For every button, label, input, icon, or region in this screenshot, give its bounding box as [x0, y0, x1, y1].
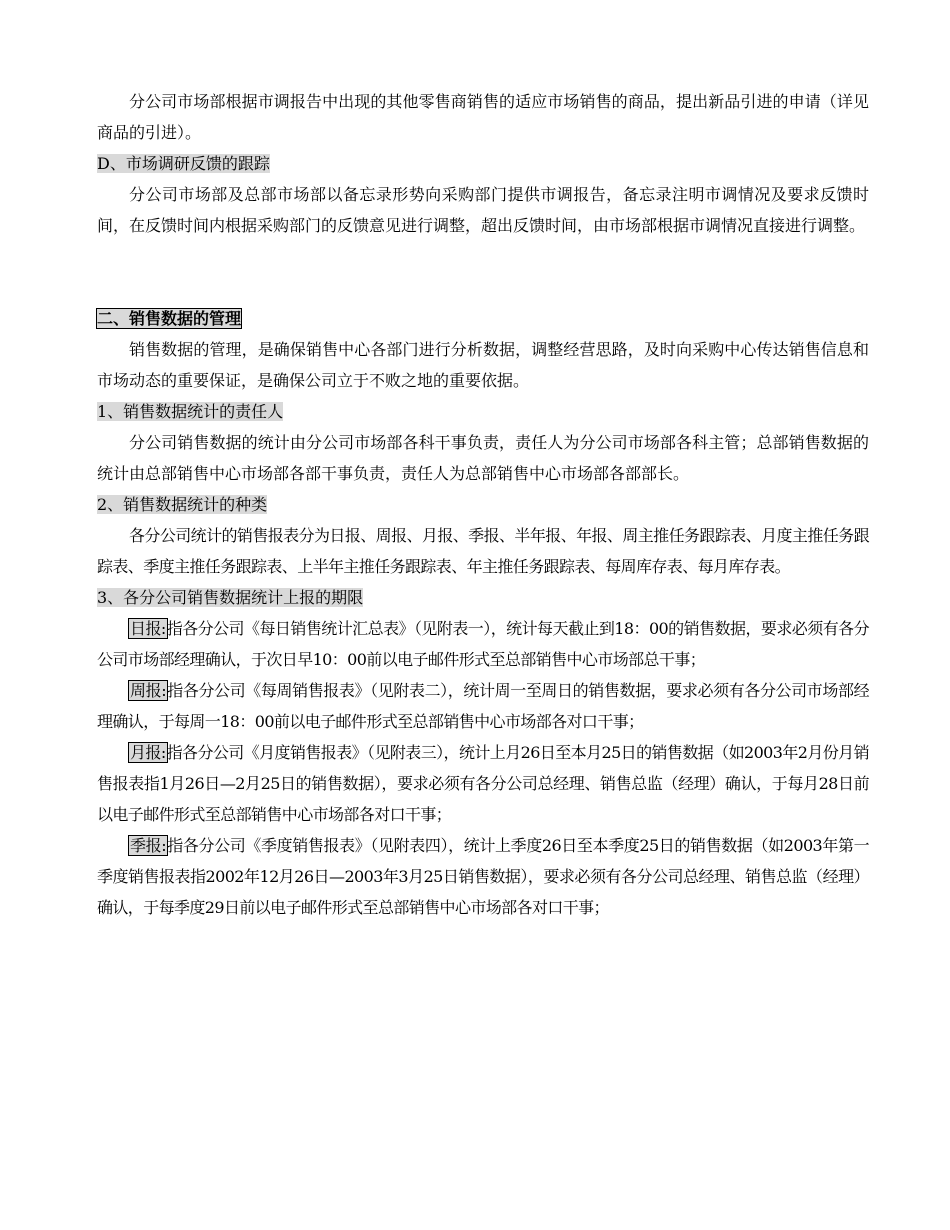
paragraph-daily-report [97, 613, 869, 675]
monthly-report-text: 指各分公司《月度销售报表》（见附表三），统计上月26日至本月25日的销售数据（如2003年2月份月销售报表指1月26日—2月25日的销售数据），要求必须有各分公司总经理、销售总监（经理）确认，于每月28日前以电子邮件形式至总部销售中心市场部各对口干事； [97, 743, 869, 824]
monthly-report-tag: 月报: [130, 743, 166, 762]
section-title-text: 二、销售数据的管理 [97, 309, 242, 328]
heading-text: D、市场调研反馈的跟踪 [97, 154, 270, 173]
weekly-report-tag: 周报: [130, 681, 167, 700]
paragraph-responsible-person: 分公司销售数据的统计由分公司市场部各科干事负责，责任人为分公司市场部各科主管；总部销售数据的统计由总部销售中心市场部各部干事负责，责任人为总部销售中心市场部各部部长。 [97, 433, 869, 483]
heading-report-deadlines [97, 582, 869, 613]
spacer [97, 241, 869, 303]
section-title-sales-data-management [97, 303, 869, 334]
heading-market-research-feedback [97, 148, 869, 179]
paragraph-quarterly-report [97, 830, 869, 923]
paragraph-monthly-report [97, 737, 869, 830]
paragraph-weekly-report [97, 675, 869, 737]
quarterly-report-tag: 季报: [130, 836, 167, 855]
paragraph-memo-feedback: 分公司市场部及总部市场部以备忘录形势向采购部门提供市调报告，备忘录注明市调情况及要求反馈时间，在反馈时间内根据采购部门的反馈意见进行调整，超出反馈时间，由市场部根据市调情况直接进行调整。 [97, 185, 869, 235]
weekly-report-text: 指各分公司《每周销售报表》（见附表二），统计周一至周日的销售数据，要求必须有各分公司市场部经理确认，于每周一18：00前以电子邮件形式至总部销售中心市场部各对口干事； [97, 681, 870, 731]
paragraph-report-types: 各分公司统计的销售报表分为日报、周报、月报、季报、半年报、年报、周主推任务跟踪表、月度主推任务跟踪表、季度主推任务跟踪表、上半年主推任务跟踪表、年主推任务跟踪表、每周库存表、每月库存表。 [97, 526, 869, 576]
heading-report-types [97, 489, 869, 520]
heading-text: 3、各分公司销售数据统计上报的期限 [97, 588, 364, 607]
heading-text: 1、销售数据统计的责任人 [97, 402, 284, 421]
paragraph-sales-data-intro: 销售数据的管理，是确保销售中心各部门进行分析数据，调整经营思路，及时向采购中心传达销售信息和市场动态的重要保证，是确保公司立于不败之地的重要依据。 [97, 340, 869, 390]
paragraph-new-product-request: 分公司市场部根据市调报告中出现的其他零售商销售的适应市场销售的商品，提出新品引进的申请（详见商品的引进）。 [97, 92, 869, 142]
heading-responsible-person [97, 396, 869, 427]
quarterly-report-text: 指各分公司《季度销售报表》（见附表四），统计上季度26日至本季度25日的销售数据（如2003年第一季度销售报表指2002年12月26日—2003年3月25日销售数据），要求必须有各分公司总经理、销售总监（经理）确认，于每季度29日前以电子邮件形式至总部销售中心市场部各对口干事； [97, 836, 869, 917]
daily-report-text: 指各分公司《每日销售统计汇总表》（见附表一），统计每天截止到18：00的销售数据，要求必须有各分公司市场部经理确认，于次日早10：00前以电子邮件形式至总部销售中心市场部总干事； [97, 619, 870, 669]
document-page [97, 86, 869, 923]
daily-report-tag: 日报: [130, 619, 166, 638]
heading-text: 2、销售数据统计的种类 [97, 495, 268, 514]
